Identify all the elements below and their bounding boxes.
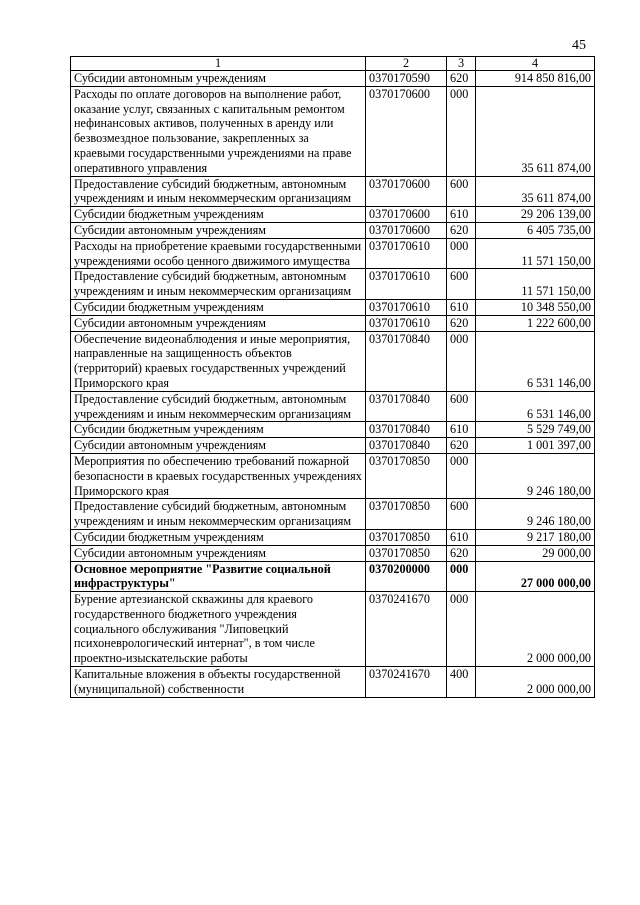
row-type-cell: 610: [447, 299, 476, 315]
table-row: [71, 499, 595, 530]
row-code-cell: 0370170600: [366, 207, 447, 223]
table-row: [71, 176, 595, 207]
row-code-cell: 0370241670: [366, 667, 447, 698]
row-amount-cell: 2 000 000,00: [476, 667, 595, 698]
row-amount-cell: 27 000 000,00: [476, 561, 595, 592]
row-name-cell: Расходы по оплате договоров на выполнение работ, оказание услуг, связанных с капитальным ремонтом нефинансовых активов, полученных в аренду или безвозмездное пользование, закрепленных за краевыми государственными учреждениями на праве оперативного управления: [71, 86, 366, 176]
row-amount-cell: 29 000,00: [476, 545, 595, 561]
row-amount-cell: 2 000 000,00: [476, 592, 595, 667]
row-name-cell: Капитальные вложения в объекты государственной (муниципальной) собственности: [71, 667, 366, 698]
row-type-cell: 000: [447, 86, 476, 176]
row-type-cell: 000: [447, 331, 476, 391]
row-code-cell: 0370170850: [366, 529, 447, 545]
row-name-cell: Обеспечение видеонаблюдения и иные мероприятия, направленные на защищенность объектов (территорий) краевых государственных учреждений Приморского края: [71, 331, 366, 391]
table-row: [71, 222, 595, 238]
row-code-cell: 0370170850: [366, 545, 447, 561]
table-row: [71, 391, 595, 422]
row-type-cell: 000: [447, 238, 476, 269]
row-type-cell: 600: [447, 269, 476, 300]
row-code-cell: 0370170850: [366, 453, 447, 498]
row-amount-cell: 5 529 749,00: [476, 422, 595, 438]
row-type-cell: 000: [447, 453, 476, 498]
row-type-cell: 620: [447, 71, 476, 87]
row-name-cell: Предоставление субсидий бюджетным, автономным учреждениям и иным некоммерческим организациям: [71, 391, 366, 422]
row-name-cell: Субсидии бюджетным учреждениям: [71, 299, 366, 315]
row-name-cell: Субсидии бюджетным учреждениям: [71, 207, 366, 223]
table-row: [71, 529, 595, 545]
row-name-cell: Субсидии бюджетным учреждениям: [71, 422, 366, 438]
header-col-4: 4: [476, 57, 595, 71]
row-amount-cell: 10 348 550,00: [476, 299, 595, 315]
table-row: [71, 71, 595, 87]
row-amount-cell: 35 611 874,00: [476, 176, 595, 207]
row-name-cell: Бурение артезианской скважины для краевого государственного бюджетного учреждения социального обслуживания "Липовецкий психоневрологический интернат", в том числе проектно-изыскательские работы: [71, 592, 366, 667]
row-amount-cell: 6 531 146,00: [476, 331, 595, 391]
row-name-cell: Субсидии автономным учреждениям: [71, 315, 366, 331]
row-amount-cell: 29 206 139,00: [476, 207, 595, 223]
row-code-cell: 0370170840: [366, 391, 447, 422]
table-row: [71, 561, 595, 592]
row-code-cell: 0370170840: [366, 422, 447, 438]
row-code-cell: 0370241670: [366, 592, 447, 667]
table-row: [71, 438, 595, 454]
row-name-cell: Предоставление субсидий бюджетным, автономным учреждениям и иным некоммерческим организациям: [71, 176, 366, 207]
row-code-cell: 0370170610: [366, 315, 447, 331]
table-body: [71, 71, 595, 698]
row-code-cell: 0370170600: [366, 222, 447, 238]
row-name-cell: Расходы на приобретение краевыми государственными учреждениями особо ценного движимого имущества: [71, 238, 366, 269]
row-type-cell: 610: [447, 529, 476, 545]
row-amount-cell: 1 222 600,00: [476, 315, 595, 331]
table-row: [71, 299, 595, 315]
header-col-1: 1: [71, 57, 366, 71]
row-name-cell: Основное мероприятие "Развитие социальной инфраструктуры": [71, 561, 366, 592]
table-row: [71, 269, 595, 300]
row-code-cell: 0370200000: [366, 561, 447, 592]
row-amount-cell: 11 571 150,00: [476, 269, 595, 300]
row-code-cell: 0370170600: [366, 86, 447, 176]
row-code-cell: 0370170610: [366, 299, 447, 315]
row-type-cell: 400: [447, 667, 476, 698]
table-header-row: [71, 57, 595, 71]
row-amount-cell: 9 217 180,00: [476, 529, 595, 545]
table-row: [71, 592, 595, 667]
row-code-cell: 0370170610: [366, 269, 447, 300]
row-amount-cell: 9 246 180,00: [476, 453, 595, 498]
row-type-cell: 620: [447, 545, 476, 561]
table-row: [71, 545, 595, 561]
row-type-cell: 600: [447, 391, 476, 422]
row-type-cell: 610: [447, 207, 476, 223]
row-type-cell: 000: [447, 561, 476, 592]
row-name-cell: Субсидии автономным учреждениям: [71, 222, 366, 238]
row-amount-cell: 11 571 150,00: [476, 238, 595, 269]
row-code-cell: 0370170840: [366, 438, 447, 454]
row-amount-cell: 6 531 146,00: [476, 391, 595, 422]
row-amount-cell: 9 246 180,00: [476, 499, 595, 530]
row-amount-cell: 6 405 735,00: [476, 222, 595, 238]
row-name-cell: Субсидии бюджетным учреждениям: [71, 529, 366, 545]
table-row: [71, 86, 595, 176]
row-type-cell: 620: [447, 438, 476, 454]
budget-table: [70, 56, 595, 698]
row-type-cell: 620: [447, 315, 476, 331]
header-col-2: 2: [366, 57, 447, 71]
row-name-cell: Субсидии автономным учреждениям: [71, 71, 366, 87]
row-type-cell: 000: [447, 592, 476, 667]
table-row: [71, 422, 595, 438]
table-row: [71, 238, 595, 269]
row-type-cell: 600: [447, 176, 476, 207]
row-name-cell: Мероприятия по обеспечению требований пожарной безопасности в краевых государственных учреждениях Приморского края: [71, 453, 366, 498]
header-col-3: 3: [447, 57, 476, 71]
row-amount-cell: 1 001 397,00: [476, 438, 595, 454]
row-name-cell: Предоставление субсидий бюджетным, автономным учреждениям и иным некоммерческим организациям: [71, 269, 366, 300]
row-name-cell: Субсидии автономным учреждениям: [71, 438, 366, 454]
row-code-cell: 0370170600: [366, 176, 447, 207]
row-name-cell: Предоставление субсидий бюджетным, автономным учреждениям и иным некоммерческим организациям: [71, 499, 366, 530]
table-row: [71, 667, 595, 698]
table-row: [71, 207, 595, 223]
table-row: [71, 315, 595, 331]
table-row: [71, 331, 595, 391]
row-code-cell: 0370170840: [366, 331, 447, 391]
page-number: 45: [572, 38, 586, 53]
row-type-cell: 620: [447, 222, 476, 238]
table-row: [71, 453, 595, 498]
row-code-cell: 0370170610: [366, 238, 447, 269]
row-type-cell: 600: [447, 499, 476, 530]
row-code-cell: 0370170850: [366, 499, 447, 530]
row-amount-cell: 35 611 874,00: [476, 86, 595, 176]
row-amount-cell: 914 850 816,00: [476, 71, 595, 87]
row-name-cell: Субсидии автономным учреждениям: [71, 545, 366, 561]
row-type-cell: 610: [447, 422, 476, 438]
row-code-cell: 0370170590: [366, 71, 447, 87]
